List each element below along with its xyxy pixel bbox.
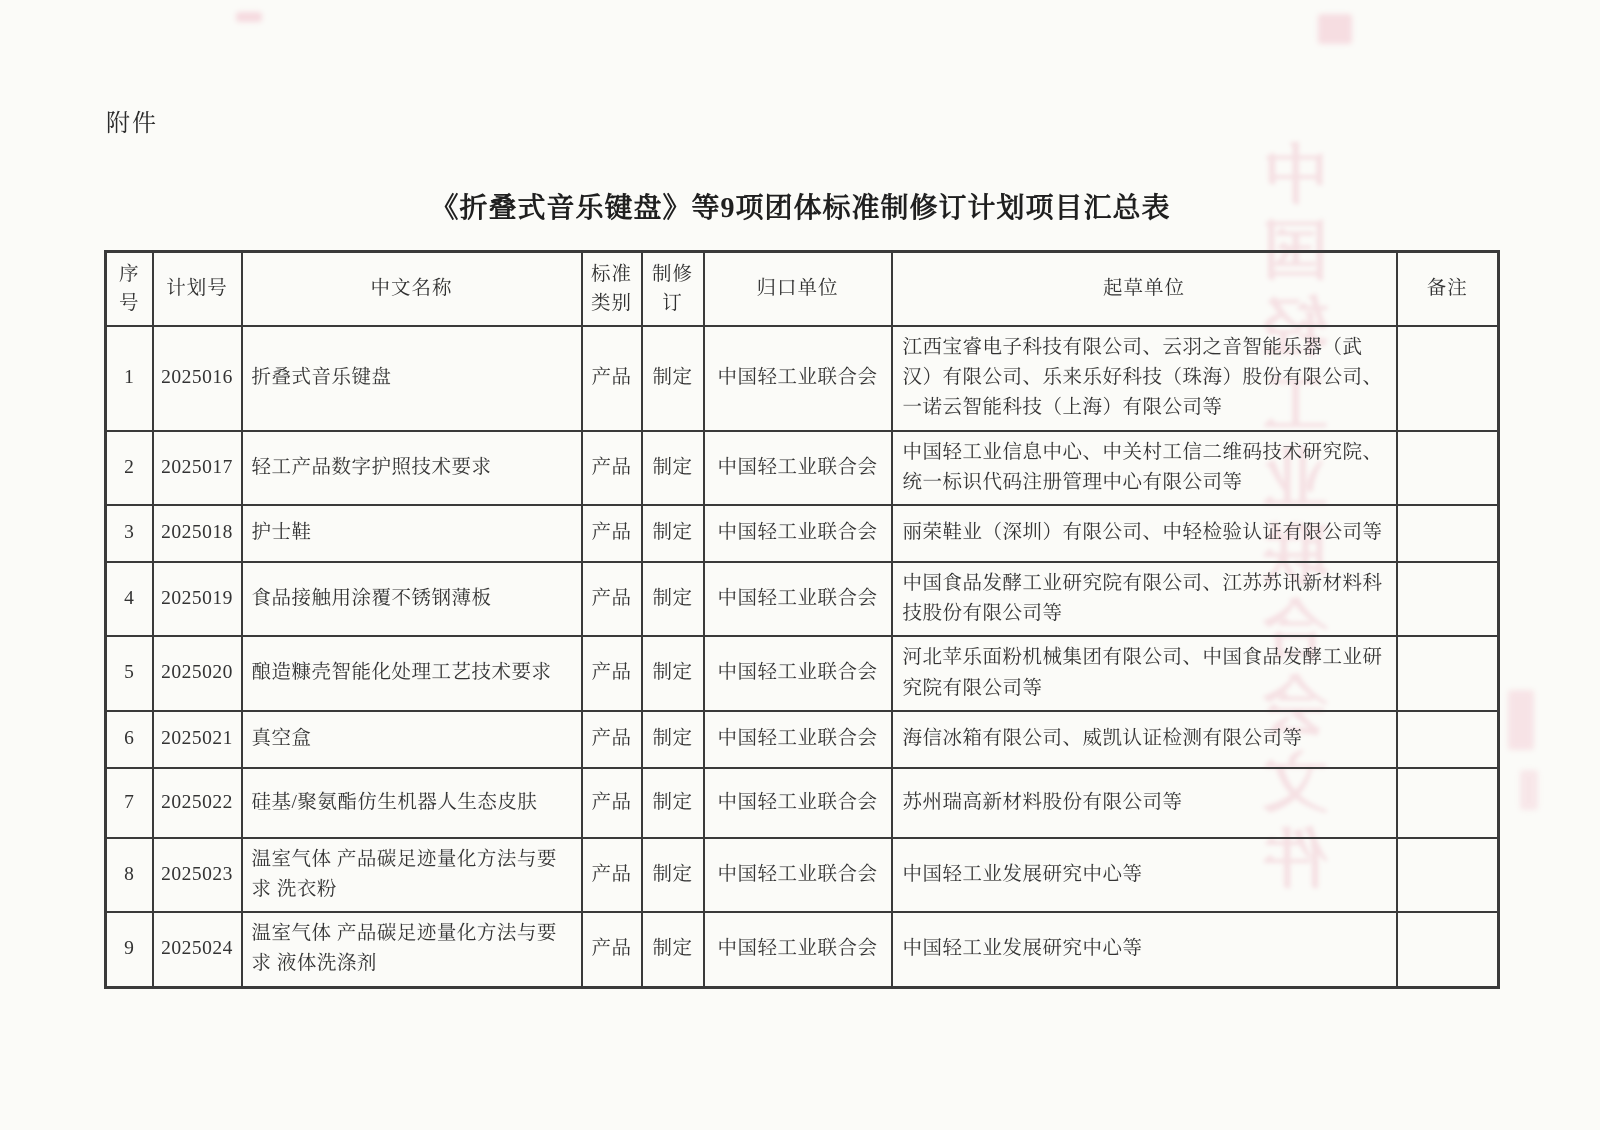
cell-remark xyxy=(1397,768,1499,838)
cell-admin-unit: 中国轻工业联合会 xyxy=(704,505,892,562)
summary-table xyxy=(104,250,1500,989)
cell-admin-unit: 中国轻工业联合会 xyxy=(704,768,892,838)
ink-bleed-mark xyxy=(1318,14,1352,44)
cell-plan-no: 2025018 xyxy=(153,505,242,562)
cell-plan-no: 2025023 xyxy=(153,838,242,912)
table-row xyxy=(106,562,1499,636)
cell-drafting-unit: 江西宝睿电子科技有限公司、云羽之音智能乐器（武汉）有限公司、乐来乐好科技（珠海）股份有限公司、一诺云智能科技（上海）有限公司等 xyxy=(892,326,1397,431)
cell-std-category: 产品 xyxy=(582,326,642,431)
cell-plan-no: 2025024 xyxy=(153,912,242,987)
cell-drafting-unit: 丽荣鞋业（深圳）有限公司、中轻检验认证有限公司等 xyxy=(892,505,1397,562)
col-header-std-category: 标准类别 xyxy=(582,252,642,326)
cell-plan-no: 2025020 xyxy=(153,636,242,710)
cell-std-category: 产品 xyxy=(582,505,642,562)
cell-admin-unit: 中国轻工业联合会 xyxy=(704,636,892,710)
cell-index: 7 xyxy=(106,768,153,838)
cell-cn-name: 温室气体 产品碳足迹量化方法与要求 液体洗涤剂 xyxy=(242,912,582,987)
col-header-drafting-unit: 起草单位 xyxy=(892,252,1397,326)
cell-revision-type: 制定 xyxy=(642,562,704,636)
cell-index: 3 xyxy=(106,505,153,562)
cell-cn-name: 硅基/聚氨酯仿生机器人生态皮肤 xyxy=(242,768,582,838)
cell-admin-unit: 中国轻工业联合会 xyxy=(704,326,892,431)
cell-drafting-unit: 海信冰箱有限公司、威凯认证检测有限公司等 xyxy=(892,711,1397,768)
cell-drafting-unit: 中国轻工业发展研究中心等 xyxy=(892,912,1397,987)
cell-cn-name: 酿造糠壳智能化处理工艺技术要求 xyxy=(242,636,582,710)
ink-bleedthrough-watermark: 中国轻工业联合会文件 xyxy=(1266,140,1339,900)
cell-admin-unit: 中国轻工业联合会 xyxy=(704,562,892,636)
table-row xyxy=(106,505,1499,562)
cell-std-category: 产品 xyxy=(582,562,642,636)
cell-drafting-unit: 河北苹乐面粉机械集团有限公司、中国食品发酵工业研究院有限公司等 xyxy=(892,636,1397,710)
cell-drafting-unit: 苏州瑞高新材料股份有限公司等 xyxy=(892,768,1397,838)
cell-plan-no: 2025017 xyxy=(153,431,242,505)
ink-bleed-mark xyxy=(236,12,262,22)
cell-std-category: 产品 xyxy=(582,711,642,768)
cell-index: 6 xyxy=(106,711,153,768)
cell-drafting-unit: 中国轻工业信息中心、中关村工信二维码技术研究院、统一标识代码注册管理中心有限公司等 xyxy=(892,431,1397,505)
cell-remark xyxy=(1397,636,1499,710)
cell-drafting-unit: 中国轻工业发展研究中心等 xyxy=(892,838,1397,912)
cell-remark xyxy=(1397,838,1499,912)
page-title: 《折叠式音乐键盘》等9项团体标准制修订计划项目汇总表 xyxy=(430,193,1171,224)
cell-revision-type: 制定 xyxy=(642,431,704,505)
table-header-row xyxy=(106,252,1499,326)
cell-admin-unit: 中国轻工业联合会 xyxy=(704,838,892,912)
cell-revision-type: 制定 xyxy=(642,768,704,838)
cell-cn-name: 轻工产品数字护照技术要求 xyxy=(242,431,582,505)
cell-remark xyxy=(1397,431,1499,505)
cell-std-category: 产品 xyxy=(582,431,642,505)
col-header-index: 序号 xyxy=(106,252,153,326)
cell-plan-no: 2025021 xyxy=(153,711,242,768)
cell-cn-name: 真空盒 xyxy=(242,711,582,768)
cell-plan-no: 2025022 xyxy=(153,768,242,838)
col-header-plan-no: 计划号 xyxy=(153,252,242,326)
table-row xyxy=(106,326,1499,431)
cell-revision-type: 制定 xyxy=(642,326,704,431)
cell-revision-type: 制定 xyxy=(642,912,704,987)
cell-remark xyxy=(1397,326,1499,431)
cell-cn-name: 食品接触用涂覆不锈钢薄板 xyxy=(242,562,582,636)
cell-std-category: 产品 xyxy=(582,912,642,987)
cell-remark xyxy=(1397,912,1499,987)
cell-std-category: 产品 xyxy=(582,838,642,912)
table-row xyxy=(106,636,1499,710)
ink-bleed-mark xyxy=(1508,690,1534,750)
cell-revision-type: 制定 xyxy=(642,636,704,710)
table-row xyxy=(106,711,1499,768)
table-row xyxy=(106,431,1499,505)
cell-cn-name: 护士鞋 xyxy=(242,505,582,562)
cell-remark xyxy=(1397,505,1499,562)
cell-std-category: 产品 xyxy=(582,636,642,710)
col-header-admin-unit: 归口单位 xyxy=(704,252,892,326)
cell-drafting-unit: 中国食品发酵工业研究院有限公司、江苏苏讯新材料科技股份有限公司等 xyxy=(892,562,1397,636)
cell-index: 4 xyxy=(106,562,153,636)
col-header-remark: 备注 xyxy=(1397,252,1499,326)
table-row xyxy=(106,768,1499,838)
table-row xyxy=(106,838,1499,912)
cell-index: 8 xyxy=(106,838,153,912)
cell-admin-unit: 中国轻工业联合会 xyxy=(704,912,892,987)
cell-revision-type: 制定 xyxy=(642,505,704,562)
cell-index: 2 xyxy=(106,431,153,505)
cell-cn-name: 温室气体 产品碳足迹量化方法与要求 洗衣粉 xyxy=(242,838,582,912)
ink-bleed-mark xyxy=(1520,770,1538,810)
cell-index: 9 xyxy=(106,912,153,987)
cell-index: 1 xyxy=(106,326,153,431)
table-row xyxy=(106,912,1499,987)
cell-std-category: 产品 xyxy=(582,768,642,838)
cell-revision-type: 制定 xyxy=(642,838,704,912)
cell-admin-unit: 中国轻工业联合会 xyxy=(704,711,892,768)
cell-plan-no: 2025016 xyxy=(153,326,242,431)
cell-cn-name: 折叠式音乐键盘 xyxy=(242,326,582,431)
attachment-label: 附件 xyxy=(106,111,158,137)
cell-plan-no: 2025019 xyxy=(153,562,242,636)
cell-index: 5 xyxy=(106,636,153,710)
col-header-cn-name: 中文名称 xyxy=(242,252,582,326)
table-body xyxy=(106,326,1499,988)
col-header-revision-type: 制修订 xyxy=(642,252,704,326)
cell-admin-unit: 中国轻工业联合会 xyxy=(704,431,892,505)
cell-revision-type: 制定 xyxy=(642,711,704,768)
cell-remark xyxy=(1397,562,1499,636)
cell-remark xyxy=(1397,711,1499,768)
